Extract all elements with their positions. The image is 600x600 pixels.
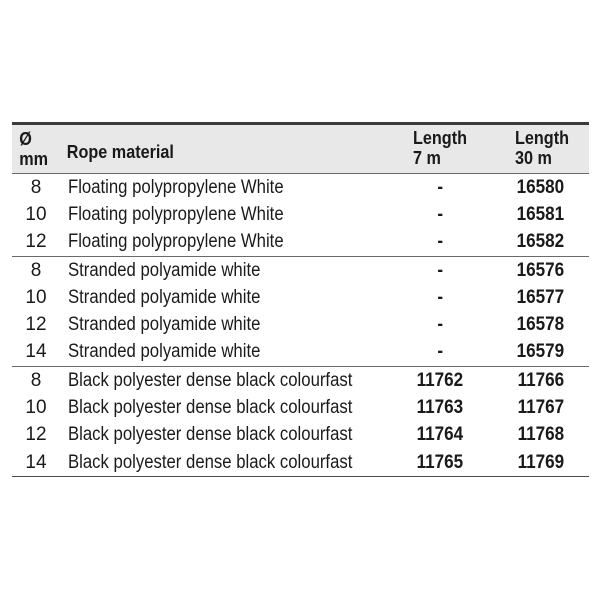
cell-length-30m — [506, 370, 589, 392]
cell-length-30m — [506, 452, 589, 474]
table-row — [12, 394, 589, 421]
table-row — [12, 174, 589, 201]
cell-diameter: 12 — [25, 231, 47, 253]
table-body — [12, 173, 589, 477]
cell-length-30m-value: 16582 — [516, 231, 565, 253]
cell-diameter: 10 — [25, 203, 47, 225]
table-row — [12, 229, 589, 256]
cell-length-30m-value: 16581 — [516, 203, 565, 225]
row-group — [12, 256, 589, 366]
cell-diameter: 12 — [25, 314, 47, 336]
row-group — [12, 366, 589, 477]
cell-length-7m — [404, 231, 506, 253]
table-row — [12, 422, 589, 449]
cell-length-30m — [506, 424, 589, 446]
cell-material-text: Black polyester dense black colourfast — [68, 424, 353, 446]
cell-material-text: Stranded polyamide white — [68, 341, 261, 363]
cell-diameter: 10 — [25, 397, 47, 419]
cell-length-30m-value: 16576 — [516, 259, 565, 281]
cell-length-30m — [506, 231, 589, 253]
cell-diameter: 8 — [30, 259, 42, 281]
table-header-row — [12, 125, 589, 173]
header-length-7m — [404, 128, 496, 173]
cell-material — [56, 424, 404, 446]
cell-material — [56, 314, 404, 336]
cell-diameter: 8 — [30, 176, 42, 198]
cell-material — [56, 260, 404, 282]
header-length-30m-unit: 30 m — [515, 148, 552, 168]
cell-material — [56, 204, 404, 226]
cell-length-30m — [506, 314, 589, 336]
table-row — [12, 367, 589, 394]
cell-length-30m — [506, 341, 589, 363]
cell-length-7m — [404, 370, 506, 392]
cell-length-7m-value: 11763 — [416, 397, 464, 419]
header-diameter-symbol: Ø — [19, 129, 32, 149]
cell-length-7m — [404, 452, 506, 474]
cell-length-30m — [506, 260, 589, 282]
table-row — [12, 339, 589, 366]
cell-diameter: 14 — [25, 341, 47, 363]
table-row — [12, 311, 589, 338]
cell-length-7m — [404, 424, 506, 446]
cell-length-7m-value: - — [437, 231, 443, 253]
cell-length-30m-value: 11767 — [517, 397, 564, 419]
cell-material — [56, 287, 404, 309]
header-diameter — [12, 128, 52, 173]
cell-length-30m-value: 16579 — [516, 341, 565, 363]
cell-material — [56, 231, 404, 253]
cell-material — [56, 452, 404, 474]
cell-length-7m — [404, 341, 506, 363]
cell-length-30m — [506, 397, 589, 419]
cell-length-7m — [404, 204, 506, 226]
cell-length-7m-value: - — [437, 314, 443, 336]
cell-material-text: Floating polypropylene White — [68, 231, 284, 253]
cell-diameter: 12 — [25, 424, 47, 446]
cell-length-30m — [506, 177, 589, 199]
header-diameter-unit: mm — [19, 149, 49, 169]
table-row — [12, 201, 589, 228]
cell-material-text: Stranded polyamide white — [68, 259, 261, 281]
cell-material-text: Black polyester dense black colourfast — [68, 397, 353, 419]
cell-length-30m-value: 11768 — [517, 424, 564, 446]
cell-diameter: 8 — [30, 369, 42, 391]
cell-length-7m-value: 11764 — [416, 424, 464, 446]
cell-material-text: Floating polypropylene White — [68, 176, 284, 198]
cell-material — [56, 397, 404, 419]
cell-length-7m-value: 11765 — [416, 451, 464, 473]
cell-length-30m — [506, 287, 589, 309]
cell-length-30m-value: 16578 — [516, 314, 565, 336]
table-row — [12, 284, 589, 311]
cell-material — [56, 341, 404, 363]
cell-length-7m-value: - — [437, 203, 443, 225]
row-group — [12, 173, 589, 256]
cell-length-7m — [404, 314, 506, 336]
header-length-30m — [506, 128, 581, 173]
rope-spec-table — [12, 122, 589, 477]
cell-material — [56, 370, 404, 392]
cell-diameter: 14 — [25, 451, 47, 473]
table-row — [12, 257, 589, 284]
cell-material-text: Stranded polyamide white — [68, 314, 261, 336]
cell-diameter: 10 — [25, 286, 47, 308]
cell-length-30m — [506, 204, 589, 226]
cell-length-7m — [404, 260, 506, 282]
cell-material-text: Floating polypropylene White — [68, 203, 284, 225]
cell-length-7m-value: - — [437, 259, 443, 281]
cell-length-30m-value: 11766 — [517, 369, 564, 391]
header-length-7m-label: Length — [413, 128, 467, 148]
cell-length-7m-value: - — [437, 341, 443, 363]
header-length-7m-unit: 7 m — [413, 148, 441, 168]
table-row — [12, 449, 589, 476]
cell-material-text: Stranded polyamide white — [68, 286, 261, 308]
cell-length-30m-value: 16580 — [516, 176, 565, 198]
cell-length-7m — [404, 397, 506, 419]
cell-length-30m-value: 11769 — [517, 451, 564, 473]
cell-material-text: Black polyester dense black colourfast — [68, 451, 353, 473]
cell-length-7m-value: - — [437, 176, 443, 198]
cell-length-7m — [404, 287, 506, 309]
cell-length-7m-value: - — [437, 286, 443, 308]
cell-length-7m — [404, 177, 506, 199]
cell-material — [56, 177, 404, 199]
header-length-30m-label: Length — [515, 128, 569, 148]
cell-material-text: Black polyester dense black colourfast — [68, 369, 353, 391]
cell-length-7m-value: 11762 — [416, 369, 464, 391]
header-material: Rope material — [66, 142, 174, 162]
cell-length-30m-value: 16577 — [516, 286, 565, 308]
